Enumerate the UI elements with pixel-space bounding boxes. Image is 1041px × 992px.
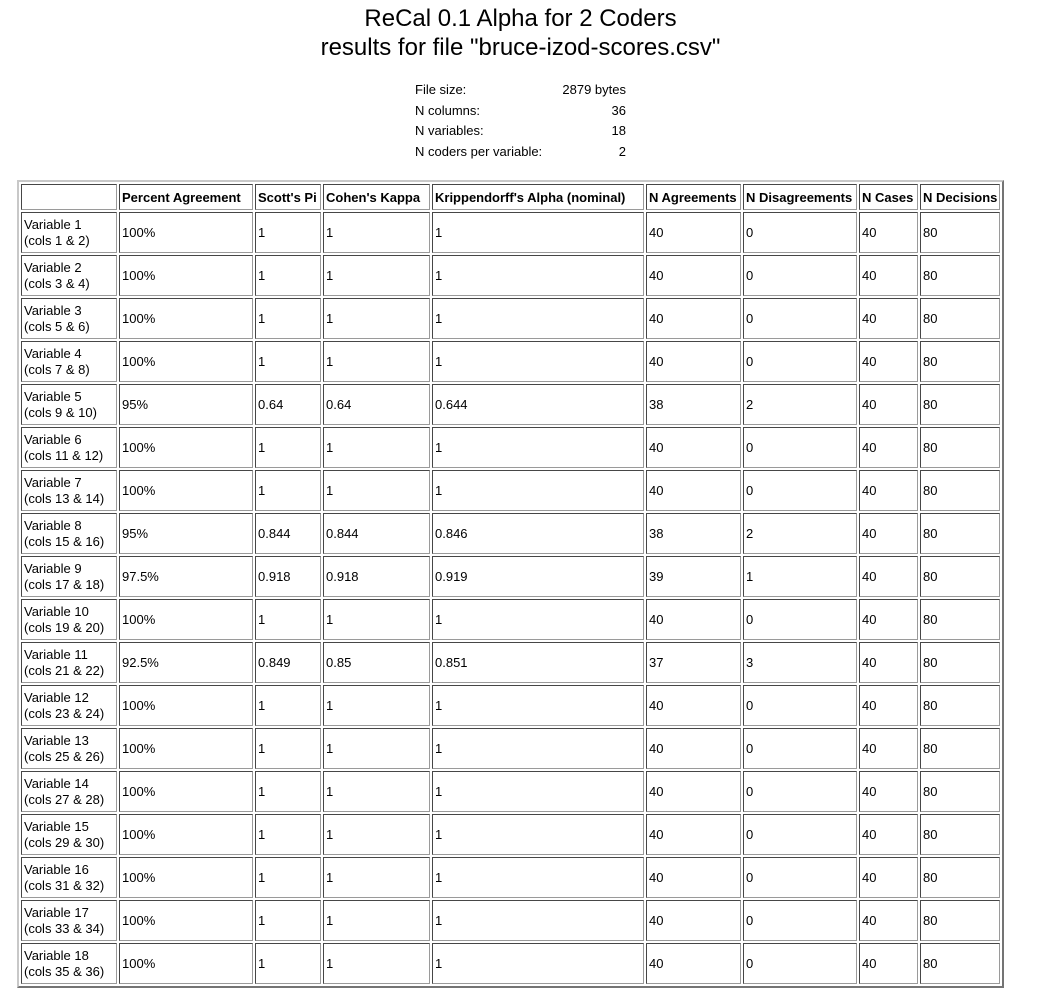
variable-name: Variable 15 xyxy=(24,818,89,834)
cell-n-cases: 40 xyxy=(859,556,918,597)
cell-n-disagreements: 3 xyxy=(743,642,857,683)
cell-scotts-pi: 0.844 xyxy=(255,513,321,554)
cell-n-agreements: 40 xyxy=(646,814,741,855)
cell-variable xyxy=(21,599,117,640)
variable-columns: (cols 3 & 4) xyxy=(24,275,90,291)
table-row xyxy=(21,556,1000,597)
cell-n-disagreements: 0 xyxy=(743,255,857,296)
cell-cohens-kappa: 1 xyxy=(323,255,430,296)
cell-n-disagreements: 0 xyxy=(743,900,857,941)
page-header xyxy=(0,0,1041,62)
cell-variable xyxy=(21,427,117,468)
cell-n-disagreements: 0 xyxy=(743,728,857,769)
cell-n-disagreements: 0 xyxy=(743,685,857,726)
cell-krippendorffs-alpha: 1 xyxy=(432,298,644,339)
variable-name: Variable 7 xyxy=(24,474,82,490)
variable-columns: (cols 11 & 12) xyxy=(24,447,104,463)
header-cell-cohens-kappa: Cohen's Kappa xyxy=(323,184,430,210)
variable-columns: (cols 35 & 36) xyxy=(24,963,105,979)
cell-scotts-pi: 1 xyxy=(255,943,321,984)
cell-n-disagreements: 0 xyxy=(743,814,857,855)
cell-n-cases: 40 xyxy=(859,298,918,339)
cell-percent-agreement: 95% xyxy=(119,384,253,425)
cell-scotts-pi: 1 xyxy=(255,771,321,812)
file-summary-table xyxy=(415,80,626,162)
cell-n-cases: 40 xyxy=(859,384,918,425)
cell-scotts-pi: 1 xyxy=(255,728,321,769)
cell-variable xyxy=(21,298,117,339)
cell-n-agreements: 38 xyxy=(646,384,741,425)
cell-scotts-pi: 1 xyxy=(255,814,321,855)
header-cell-variable xyxy=(21,184,117,210)
variable-name: Variable 17 xyxy=(24,904,89,920)
summary-value: 2879 bytes xyxy=(562,82,626,98)
cell-variable xyxy=(21,556,117,597)
cell-variable xyxy=(21,900,117,941)
table-row xyxy=(21,212,1000,253)
cell-n-agreements: 40 xyxy=(646,857,741,898)
results-section xyxy=(17,180,1004,988)
cell-percent-agreement: 100% xyxy=(119,685,253,726)
header-row xyxy=(21,184,1000,210)
results-table xyxy=(17,180,1004,988)
cell-variable xyxy=(21,470,117,511)
cell-n-agreements: 40 xyxy=(646,599,741,640)
cell-scotts-pi: 1 xyxy=(255,427,321,468)
cell-percent-agreement: 100% xyxy=(119,900,253,941)
cell-n-decisions: 80 xyxy=(920,728,1000,769)
cell-variable xyxy=(21,255,117,296)
variable-columns: (cols 27 & 28) xyxy=(24,791,105,807)
variable-columns: (cols 7 & 8) xyxy=(24,361,90,377)
cell-n-agreements: 38 xyxy=(646,513,741,554)
cell-n-decisions: 80 xyxy=(920,771,1000,812)
variable-name: Variable 18 xyxy=(24,947,89,963)
cell-percent-agreement: 100% xyxy=(119,212,253,253)
header-cell-n-decisions: N Decisions xyxy=(920,184,1000,210)
summary-row-n-coders xyxy=(415,142,626,163)
cell-n-agreements: 40 xyxy=(646,728,741,769)
cell-n-agreements: 40 xyxy=(646,470,741,511)
cell-scotts-pi: 1 xyxy=(255,255,321,296)
cell-n-decisions: 80 xyxy=(920,513,1000,554)
cell-cohens-kappa: 0.64 xyxy=(323,384,430,425)
cell-n-disagreements: 2 xyxy=(743,384,857,425)
cell-n-decisions: 80 xyxy=(920,427,1000,468)
cell-n-cases: 40 xyxy=(859,943,918,984)
summary-label: N columns: xyxy=(415,102,481,118)
cell-cohens-kappa: 1 xyxy=(323,943,430,984)
cell-percent-agreement: 100% xyxy=(119,341,253,382)
table-row xyxy=(21,685,1000,726)
cell-cohens-kappa: 1 xyxy=(323,728,430,769)
cell-n-cases: 40 xyxy=(859,814,918,855)
cell-cohens-kappa: 0.85 xyxy=(323,642,430,683)
cell-krippendorffs-alpha: 1 xyxy=(432,427,644,468)
cell-n-disagreements: 2 xyxy=(743,513,857,554)
variable-name: Variable 6 xyxy=(24,431,82,447)
cell-cohens-kappa: 1 xyxy=(323,685,430,726)
cell-variable xyxy=(21,513,117,554)
cell-n-disagreements: 0 xyxy=(743,298,857,339)
cell-n-disagreements: 0 xyxy=(743,599,857,640)
cell-percent-agreement: 92.5% xyxy=(119,642,253,683)
cell-cohens-kappa: 1 xyxy=(323,900,430,941)
cell-n-decisions: 80 xyxy=(920,255,1000,296)
cell-krippendorffs-alpha: 1 xyxy=(432,685,644,726)
cell-scotts-pi: 1 xyxy=(255,298,321,339)
cell-cohens-kappa: 1 xyxy=(323,857,430,898)
variable-columns: (cols 25 & 26) xyxy=(24,748,105,764)
page-title: ReCal 0.1 Alpha for 2 Coders xyxy=(364,5,677,32)
cell-percent-agreement: 100% xyxy=(119,771,253,812)
variable-columns: (cols 33 & 34) xyxy=(24,920,105,936)
variable-name: Variable 16 xyxy=(24,861,89,877)
header-cell-n-agreements: N Agreements xyxy=(646,184,741,210)
cell-n-cases: 40 xyxy=(859,685,918,726)
cell-n-agreements: 40 xyxy=(646,943,741,984)
cell-percent-agreement: 100% xyxy=(119,814,253,855)
cell-n-disagreements: 0 xyxy=(743,470,857,511)
variable-columns: (cols 1 & 2) xyxy=(24,232,90,248)
cell-n-cases: 40 xyxy=(859,599,918,640)
cell-percent-agreement: 100% xyxy=(119,427,253,468)
cell-n-agreements: 40 xyxy=(646,212,741,253)
variable-name: Variable 2 xyxy=(24,259,82,275)
table-row xyxy=(21,255,1000,296)
cell-variable xyxy=(21,642,117,683)
cell-variable xyxy=(21,771,117,812)
cell-krippendorffs-alpha: 0.644 xyxy=(432,384,644,425)
cell-variable xyxy=(21,814,117,855)
cell-krippendorffs-alpha: 0.919 xyxy=(432,556,644,597)
variable-columns: (cols 17 & 18) xyxy=(24,576,105,592)
cell-n-agreements: 40 xyxy=(646,685,741,726)
cell-n-disagreements: 0 xyxy=(743,341,857,382)
cell-cohens-kappa: 1 xyxy=(323,599,430,640)
cell-scotts-pi: 0.918 xyxy=(255,556,321,597)
cell-n-decisions: 80 xyxy=(920,642,1000,683)
variable-columns: (cols 13 & 14) xyxy=(24,490,105,506)
variable-name: Variable 5 xyxy=(24,388,82,404)
cell-cohens-kappa: 1 xyxy=(323,212,430,253)
table-row xyxy=(21,771,1000,812)
summary-label: File size: xyxy=(415,82,467,98)
cell-cohens-kappa: 0.844 xyxy=(323,513,430,554)
cell-percent-agreement: 100% xyxy=(119,599,253,640)
summary-row-n-variables xyxy=(415,121,626,142)
cell-variable xyxy=(21,685,117,726)
cell-krippendorffs-alpha: 1 xyxy=(432,814,644,855)
cell-n-cases: 40 xyxy=(859,255,918,296)
table-row xyxy=(21,427,1000,468)
cell-n-decisions: 80 xyxy=(920,384,1000,425)
cell-n-agreements: 40 xyxy=(646,771,741,812)
cell-scotts-pi: 1 xyxy=(255,857,321,898)
table-row xyxy=(21,470,1000,511)
cell-n-decisions: 80 xyxy=(920,857,1000,898)
variable-name: Variable 12 xyxy=(24,689,89,705)
cell-cohens-kappa: 1 xyxy=(323,298,430,339)
cell-variable xyxy=(21,857,117,898)
cell-percent-agreement: 100% xyxy=(119,728,253,769)
cell-n-decisions: 80 xyxy=(920,298,1000,339)
cell-krippendorffs-alpha: 1 xyxy=(432,341,644,382)
cell-scotts-pi: 1 xyxy=(255,900,321,941)
cell-cohens-kappa: 1 xyxy=(323,470,430,511)
variable-columns: (cols 23 & 24) xyxy=(24,705,105,721)
cell-n-disagreements: 1 xyxy=(743,556,857,597)
cell-krippendorffs-alpha: 1 xyxy=(432,212,644,253)
cell-percent-agreement: 100% xyxy=(119,857,253,898)
cell-percent-agreement: 100% xyxy=(119,470,253,511)
cell-n-agreements: 37 xyxy=(646,642,741,683)
cell-n-disagreements: 0 xyxy=(743,943,857,984)
variable-name: Variable 1 xyxy=(24,216,82,232)
cell-scotts-pi: 1 xyxy=(255,599,321,640)
cell-percent-agreement: 100% xyxy=(119,943,253,984)
variable-name: Variable 3 xyxy=(24,302,82,318)
variable-name: Variable 14 xyxy=(24,775,89,791)
cell-variable xyxy=(21,341,117,382)
cell-scotts-pi: 0.849 xyxy=(255,642,321,683)
cell-n-cases: 40 xyxy=(859,642,918,683)
cell-krippendorffs-alpha: 0.846 xyxy=(432,513,644,554)
cell-cohens-kappa: 1 xyxy=(323,427,430,468)
variable-columns: (cols 31 & 32) xyxy=(24,877,105,893)
variable-name: Variable 10 xyxy=(24,603,89,619)
cell-krippendorffs-alpha: 1 xyxy=(432,771,644,812)
cell-n-disagreements: 0 xyxy=(743,857,857,898)
variable-columns: (cols 15 & 16) xyxy=(24,533,105,549)
table-row xyxy=(21,900,1000,941)
cell-krippendorffs-alpha: 1 xyxy=(432,857,644,898)
summary-label: N variables: xyxy=(415,123,484,139)
cell-cohens-kappa: 1 xyxy=(323,814,430,855)
cell-n-decisions: 80 xyxy=(920,900,1000,941)
summary-value: 18 xyxy=(611,123,626,139)
cell-scotts-pi: 0.64 xyxy=(255,384,321,425)
cell-n-cases: 40 xyxy=(859,857,918,898)
cell-scotts-pi: 1 xyxy=(255,212,321,253)
cell-krippendorffs-alpha: 1 xyxy=(432,900,644,941)
cell-variable xyxy=(21,943,117,984)
cell-percent-agreement: 95% xyxy=(119,513,253,554)
cell-n-agreements: 40 xyxy=(646,427,741,468)
summary-row-file-size xyxy=(415,80,626,101)
cell-cohens-kappa: 0.918 xyxy=(323,556,430,597)
cell-n-disagreements: 0 xyxy=(743,771,857,812)
cell-n-cases: 40 xyxy=(859,341,918,382)
variable-columns: (cols 9 & 10) xyxy=(24,404,97,420)
cell-n-decisions: 80 xyxy=(920,556,1000,597)
cell-n-agreements: 39 xyxy=(646,556,741,597)
cell-n-cases: 40 xyxy=(859,513,918,554)
table-row xyxy=(21,857,1000,898)
header-cell-krippendorffs-alpha: Krippendorff's Alpha (nominal) xyxy=(432,184,644,210)
cell-krippendorffs-alpha: 1 xyxy=(432,255,644,296)
file-summary xyxy=(0,80,1041,162)
table-row xyxy=(21,384,1000,425)
header-cell-scotts-pi: Scott's Pi xyxy=(255,184,321,210)
cell-n-agreements: 40 xyxy=(646,900,741,941)
cell-krippendorffs-alpha: 1 xyxy=(432,470,644,511)
cell-percent-agreement: 100% xyxy=(119,298,253,339)
cell-n-cases: 40 xyxy=(859,212,918,253)
table-row xyxy=(21,298,1000,339)
summary-label: N coders per variable: xyxy=(415,143,543,159)
cell-krippendorffs-alpha: 1 xyxy=(432,599,644,640)
cell-variable xyxy=(21,384,117,425)
cell-n-cases: 40 xyxy=(859,771,918,812)
summary-value: 36 xyxy=(611,102,626,118)
cell-krippendorffs-alpha: 1 xyxy=(432,728,644,769)
cell-n-disagreements: 0 xyxy=(743,427,857,468)
header-cell-percent-agreement: Percent Agreement xyxy=(119,184,253,210)
cell-krippendorffs-alpha: 0.851 xyxy=(432,642,644,683)
cell-n-decisions: 80 xyxy=(920,943,1000,984)
table-row xyxy=(21,943,1000,984)
cell-n-decisions: 80 xyxy=(920,341,1000,382)
table-row xyxy=(21,341,1000,382)
variable-columns: (cols 29 & 30) xyxy=(24,834,105,850)
cell-n-agreements: 40 xyxy=(646,341,741,382)
cell-n-decisions: 80 xyxy=(920,685,1000,726)
cell-cohens-kappa: 1 xyxy=(323,771,430,812)
cell-krippendorffs-alpha: 1 xyxy=(432,943,644,984)
cell-n-decisions: 80 xyxy=(920,212,1000,253)
table-row xyxy=(21,642,1000,683)
table-row xyxy=(21,814,1000,855)
cell-n-agreements: 40 xyxy=(646,255,741,296)
cell-n-decisions: 80 xyxy=(920,814,1000,855)
variable-name: Variable 8 xyxy=(24,517,82,533)
page-subtitle: results for file "bruce-izod-scores.csv" xyxy=(320,34,721,61)
variable-columns: (cols 21 & 22) xyxy=(24,662,105,678)
cell-scotts-pi: 1 xyxy=(255,341,321,382)
cell-n-cases: 40 xyxy=(859,470,918,511)
results-body xyxy=(21,212,1000,984)
variable-columns: (cols 19 & 20) xyxy=(24,619,105,635)
cell-scotts-pi: 1 xyxy=(255,685,321,726)
cell-n-cases: 40 xyxy=(859,728,918,769)
cell-scotts-pi: 1 xyxy=(255,470,321,511)
cell-n-agreements: 40 xyxy=(646,298,741,339)
table-row xyxy=(21,728,1000,769)
header-cell-n-disagreements: N Disagreements xyxy=(743,184,857,210)
cell-variable xyxy=(21,728,117,769)
cell-n-disagreements: 0 xyxy=(743,212,857,253)
variable-name: Variable 9 xyxy=(24,560,82,576)
cell-n-cases: 40 xyxy=(859,900,918,941)
variable-name: Variable 4 xyxy=(24,345,82,361)
variable-name: Variable 11 xyxy=(24,646,88,662)
cell-percent-agreement: 97.5% xyxy=(119,556,253,597)
table-row xyxy=(21,599,1000,640)
summary-row-n-columns xyxy=(415,101,626,122)
cell-n-decisions: 80 xyxy=(920,470,1000,511)
variable-name: Variable 13 xyxy=(24,732,89,748)
cell-cohens-kappa: 1 xyxy=(323,341,430,382)
variable-columns: (cols 5 & 6) xyxy=(24,318,90,334)
header-cell-n-cases: N Cases xyxy=(859,184,918,210)
summary-value: 2 xyxy=(618,143,626,159)
cell-variable xyxy=(21,212,117,253)
table-row xyxy=(21,513,1000,554)
cell-n-cases: 40 xyxy=(859,427,918,468)
cell-percent-agreement: 100% xyxy=(119,255,253,296)
cell-n-decisions: 80 xyxy=(920,599,1000,640)
